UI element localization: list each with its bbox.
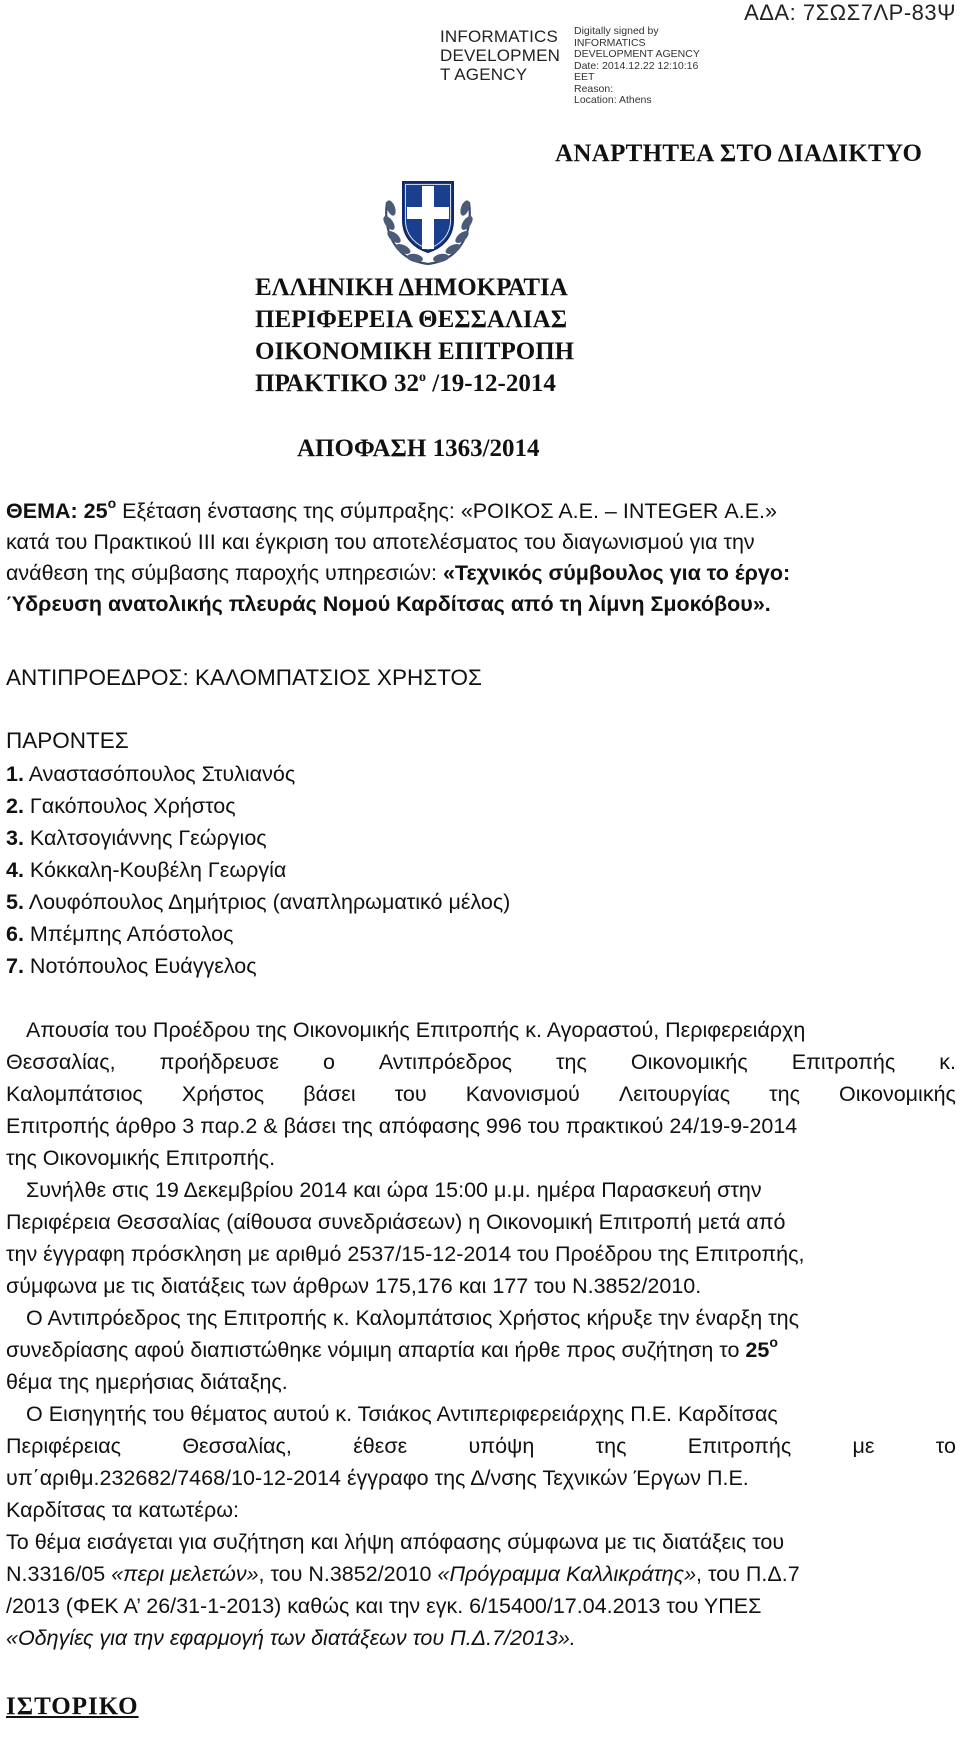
- subject-line: [6, 496, 956, 527]
- ada-code: ΑΔΑ: 7ΣΩΣ7ΛΡ-83Ψ: [744, 0, 956, 25]
- word: Οικονομικής: [839, 1082, 956, 1106]
- paragraph-line: [6, 1431, 956, 1463]
- signature-organization: [440, 27, 560, 84]
- paragraph-line: Ο Εισηγητής του θέματος αυτού κ. Τσιάκος Αντιπεριφερειάρχης Π.Ε. Καρδίτσας: [26, 1402, 778, 1426]
- paragraph-line: Καρδίτσας τα κατωτέρω:: [6, 1498, 239, 1522]
- list-item: [6, 886, 956, 918]
- members-list: [6, 758, 956, 982]
- word: Επιτροπής: [791, 1050, 896, 1074]
- signature-detail-line: INFORMATICS: [574, 36, 646, 49]
- present-title: ΠΑΡΟΝΤΕΣ: [6, 728, 129, 753]
- member-number: 3.: [6, 826, 24, 850]
- document-header: [255, 273, 574, 401]
- region-title: ΠΕΡΙΦΕΡΕΙΑ ΘΕΣΣΑΛΙΑΣ: [255, 306, 568, 333]
- topic-number: 25: [745, 1338, 770, 1362]
- paragraph-line: Επιτροπής άρθρο 3 παρ.2 & βάσει της απόφασης 996 του πρακτικού 24/19-9-2014: [6, 1114, 798, 1138]
- signature-detail-line: Date: 2014.12.22 12:10:16: [574, 59, 699, 72]
- subject-label: ΘΕΜΑ: 25: [6, 499, 108, 523]
- member-name: Κόκκαλη-Κουβέλη Γεωργία: [29, 858, 287, 882]
- word: Οικονομικής: [630, 1050, 748, 1074]
- word: Χρήστος: [181, 1082, 265, 1106]
- signature-org-line: DEVELOPMEN: [440, 46, 561, 65]
- subject-line-3: [6, 558, 956, 589]
- greek-coat-of-arms-icon: [377, 168, 479, 270]
- word: της: [595, 1434, 627, 1458]
- word: Κανονισμού: [465, 1082, 580, 1106]
- member-name: Νοτόπουλος Ευάγγελος: [29, 954, 257, 978]
- signature-detail-line: Digitally signed by: [574, 25, 659, 37]
- member-number: 7.: [6, 954, 24, 978]
- member-name: Αναστασόπουλος Στυλιανός: [28, 762, 296, 786]
- member-number: 1.: [6, 762, 24, 786]
- signature-detail-line: EET: [574, 71, 595, 83]
- law-ref: , του Π.Δ.7: [696, 1562, 800, 1586]
- list-item: [6, 790, 956, 822]
- list-item: [6, 854, 956, 886]
- list-item: [6, 758, 956, 790]
- signature-detail-line: DEVELOPMENT AGENCY: [574, 48, 700, 60]
- post-online-notice: ΑΝΑΡΤΗΤΕΑ ΣΤΟ ΔΙΑΔΙΚΤΥΟ: [555, 140, 923, 167]
- law-title: «περι μελετών»: [111, 1562, 259, 1586]
- paragraph-line: /2013 (ΦΕΚ Α’ 26/31-1-2013) καθώς και την εγκ. 6/15400/17.04.2013 του ΥΠΕΣ: [6, 1594, 762, 1618]
- subject-project-title: «Τεχνικός σύμβουλος για το έργο:: [442, 561, 791, 585]
- vice-president: ΑΝΤΙΠΡΟΕΔΡΟΣ: ΚΑΛΟΜΠΑΤΣΙΟΣ ΧΡΗΣΤΟΣ: [6, 665, 482, 690]
- paragraph-line: Ο Αντιπρόεδρος της Επιτροπής κ. Καλομπάτσιος Χρήστος κήρυξε την έναρξη της: [26, 1306, 799, 1330]
- law-ref: , του Ν.3852/2010: [258, 1562, 432, 1586]
- law-title: «Πρόγραμμα Καλλικράτης»: [437, 1562, 697, 1586]
- word: βάσει: [303, 1082, 356, 1106]
- paragraph-line: Περιφέρεια Θεσσαλίας (αίθουσα συνεδριάσεων) η Οικονομική Επιτροπή μετά από: [6, 1210, 786, 1234]
- minutes-ordinal: ο: [419, 370, 427, 385]
- minutes-date: /19-12-2014: [426, 370, 556, 397]
- word: της: [556, 1050, 587, 1074]
- word: έθεσε: [353, 1434, 408, 1458]
- list-item: [6, 950, 956, 982]
- law-ref: Ν.3316/05: [6, 1562, 106, 1586]
- member-number: 4.: [6, 858, 24, 882]
- country-title: ΕΛΛΗΝΙΚΗ ΔΗΜΟΚΡΑΤΙΑ: [255, 274, 568, 301]
- paragraph-line: [6, 1047, 956, 1079]
- subject-project-title-cont: Ύδρευση ανατολικής πλευράς Νομού Καρδίτσας από τη λίμνη Σμοκόβου».: [6, 592, 771, 616]
- paragraph-line: [6, 1559, 956, 1591]
- paragraph-line: της Οικονομικής Επιτροπής.: [6, 1146, 276, 1170]
- paragraph-line: «Οδηγίες για την εφαρμογή των διατάξεων του Π.Δ.7/2013».: [6, 1626, 576, 1650]
- minutes-title: [255, 369, 574, 401]
- word: της: [769, 1082, 800, 1106]
- paragraph-line: την έγγραφη πρόσκληση με αριθμό 2537/15-12-2014 του Προέδρου της Επιτροπής,: [6, 1242, 805, 1266]
- subject-ordinal: ο: [107, 495, 117, 511]
- list-item: [6, 822, 956, 854]
- signature-detail-line: Location: Athens: [574, 94, 652, 106]
- member-name: Μπέμπης Απόστολος: [29, 922, 234, 946]
- paragraph-line: [6, 1079, 956, 1111]
- signature-org-line: T AGENCY: [440, 65, 528, 84]
- word: Θεσσαλίας,: [182, 1434, 292, 1458]
- subject-text-2: κατά του Πρακτικού ΙΙΙ και έγκριση του αποτελέσματος του διαγωνισμού για την: [6, 530, 755, 554]
- paragraph-line: Το θέμα εισάγεται για συζήτηση και λήψη απόφασης σύμφωνα με τις διατάξεις του: [6, 1530, 785, 1554]
- history-heading: ΙΣΤΟΡΙΚΟ: [6, 1693, 139, 1720]
- minutes-body: [6, 1015, 956, 1655]
- list-item: [6, 918, 956, 950]
- signature-detail-line: Reason:: [574, 82, 614, 95]
- topic-ordinal: ο: [769, 1334, 778, 1350]
- word: προήδρευσε: [159, 1050, 279, 1074]
- word: κ.: [939, 1050, 956, 1074]
- word: Αντιπρόεδρος: [378, 1050, 513, 1074]
- word: Περιφέρειας: [6, 1434, 122, 1458]
- word: Θεσσαλίας,: [6, 1050, 116, 1074]
- subject-text-3: ανάθεση της σύμβασης παροχής υπηρεσιών:: [6, 561, 437, 585]
- subject-line-1: [6, 496, 777, 527]
- paragraph-line: Απουσία του Προέδρου της Οικονομικής Επιτροπής κ. Αγοραστού, Περιφερειάρχη: [26, 1018, 806, 1042]
- member-name: Λουφόπουλος Δημήτριος (αναπληρωματικό μέλος): [28, 890, 511, 914]
- subject-text-1: Εξέταση ένστασης της σύμπραξης: «ΡΟΙΚΟΣ Α.Ε. – INTEGER Α.Ε.»: [122, 499, 777, 523]
- word: υπόψη: [468, 1434, 535, 1458]
- word: Επιτροπής: [687, 1434, 792, 1458]
- signature-details: [574, 26, 700, 107]
- signature-org-line: INFORMATICS: [440, 27, 559, 46]
- member-name: Καλτσογιάννης Γεώργιος: [29, 826, 267, 850]
- paragraph-line: υπ΄αριθμ.232682/7468/10-12-2014 έγγραφο της Δ/νσης Τεχνικών Έργων Π.Ε.: [6, 1466, 749, 1490]
- minutes-number: ΠΡΑΚΤΙΚΟ 32: [255, 370, 420, 397]
- paragraph-line: [6, 1335, 956, 1367]
- member-number: 6.: [6, 922, 24, 946]
- paragraph-line: σύμφωνα με τις διατάξεις των άρθρων 175,176 και 177 του Ν.3852/2010.: [6, 1274, 702, 1298]
- member-number: 2.: [6, 794, 24, 818]
- paragraph-line: Συνήλθε στις 19 Δεκεμβρίου 2014 και ώρα 15:00 μ.μ. ημέρα Παρασκευή στην: [26, 1178, 762, 1202]
- word: Λειτουργίας: [618, 1082, 731, 1106]
- paragraph-line-text: συνεδρίασης αφού διαπιστώθηκε νόμιμη απαρτία και ήρθε προς συζήτηση το: [6, 1338, 740, 1362]
- word: του: [394, 1082, 427, 1106]
- word: Καλομπάτσιος: [6, 1082, 143, 1106]
- subject-block: [6, 496, 956, 620]
- word: με: [852, 1434, 875, 1458]
- word: ο: [322, 1050, 335, 1074]
- paragraph-line: θέμα της ημερήσιας διάταξης.: [6, 1370, 288, 1394]
- member-number: 5.: [6, 890, 24, 914]
- member-name: Γακόπουλος Χρήστος: [29, 794, 236, 818]
- decision-number: ΑΠΟΦΑΣΗ 1363/2014: [297, 435, 540, 462]
- committee-title: ΟΙΚΟΝΟΜΙΚΗ ΕΠΙΤΡΟΠΗ: [255, 338, 575, 365]
- word: το: [935, 1434, 956, 1458]
